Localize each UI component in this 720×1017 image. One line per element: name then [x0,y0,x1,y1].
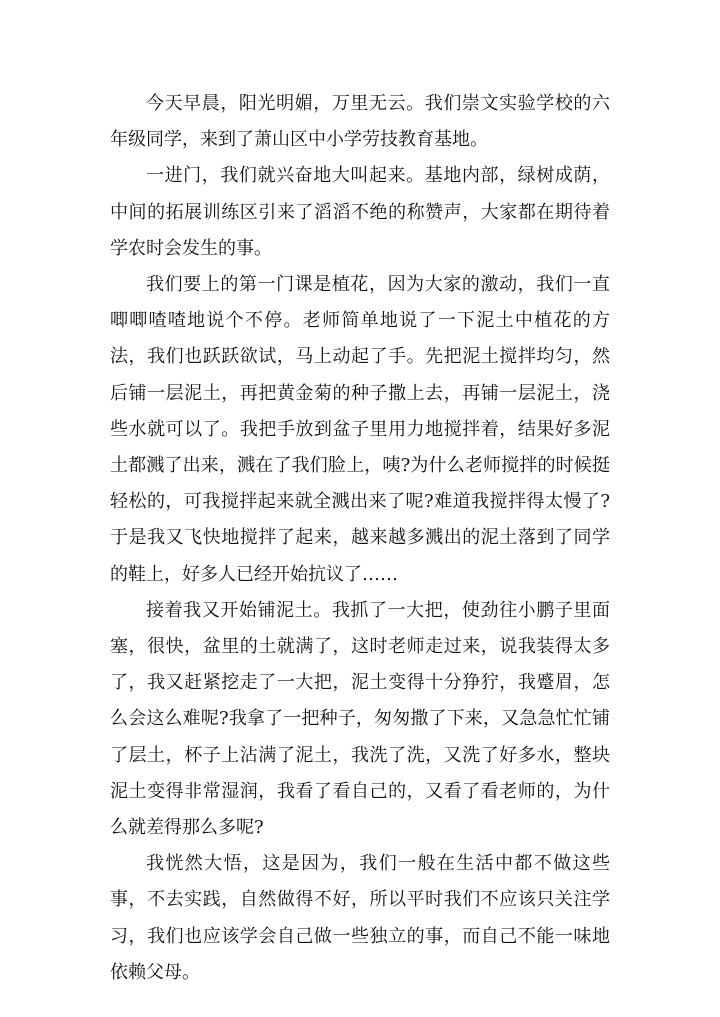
paragraph-1: 今天早晨，阳光明媚，万里无云。我们崇文实验学校的六年级同学，来到了萧山区中小学劳技教育基地。 [110,93,610,151]
paragraph-4: 接着我又开始铺泥土。我抓了一大把，使劲往小鹏子里面塞，很快，盆里的土就满了，这时老师走过来，说我装得太多了，我又赶紧挖走了一大把，泥土变得十分狰狞，我蹙眉，怎么会这么难呢?我拿了一把种子，匆匆撒了下来，又急急忙忙铺了层土，杯子上沾满了泥土，我洗了洗，又洗了好多水，整块泥土变得非常湿润，我看了看自己的，又看了看老师的，为什么就差得那么多呢? [110,599,610,839]
paragraph-2: 一进门，我们就兴奋地大叫起来。基地内部，绿树成荫，中间的拓展训练区引来了滔滔不绝的称赞声，大家都在期待着学农时会发生的事。 [110,165,610,259]
paragraph-3: 我们要上的第一门课是植花，因为大家的激动，我们一直唧唧喳喳地说个不停。老师简单地说了一下泥土中植花的方法，我们也跃跃欲试，马上动起了手。先把泥土搅拌均匀，然后铺一层泥土，再把黄金菊的种子撒上去，再铺一层泥土，浇些水就可以了。我把手放到盆子里用力地搅拌着，结果好多泥土都溅了出来，溅在了我们脸上，咦?为什么老师搅拌的时候挺轻松的，可我搅拌起来就全溅出来了呢?难道我搅拌得太慢了?于是我又飞快地搅拌了起来，越来越多溅出的泥土落到了同学的鞋上，好多人已经开始抗议了…… [110,274,610,585]
essay-body [110,86,610,991]
paragraph-5: 我恍然大悟，这是因为，我们一般在生活中都不做这些事，不去实践，自然做得不好，所以平时我们不应该只关注学习，我们也应该学会自己做一些独立的事，而自己不能一味地依赖父母。 [110,853,610,983]
